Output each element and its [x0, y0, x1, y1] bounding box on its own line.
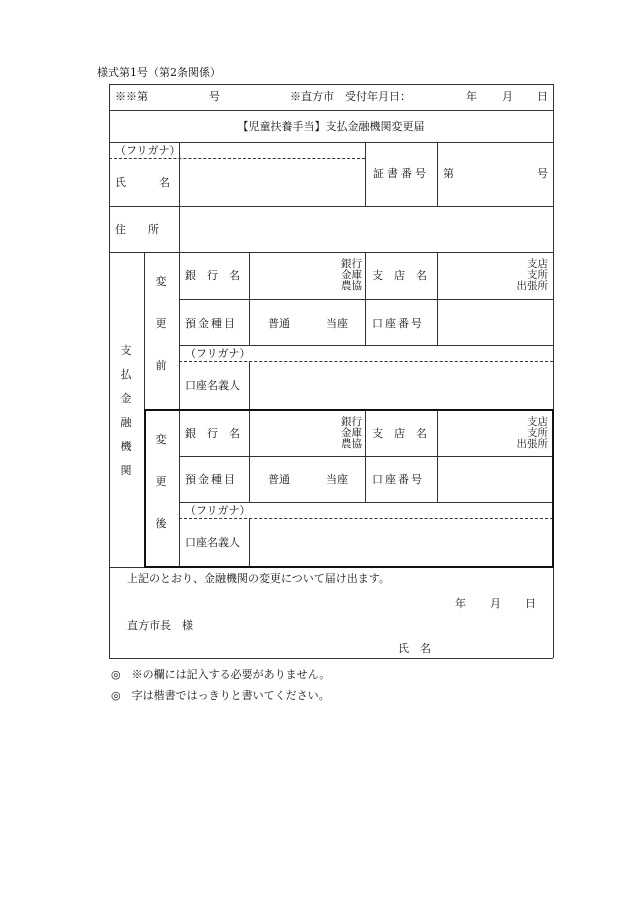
after-deposit-label: 預金種目	[185, 473, 237, 486]
office-number-input[interactable]	[155, 88, 205, 106]
addressee: 直方市長 様	[127, 619, 193, 632]
after-change-label	[154, 434, 168, 560]
before-deposit-label: 預金種目	[185, 317, 237, 330]
office-number-unit: 号	[209, 90, 220, 103]
institution-char-4: 機	[120, 440, 132, 453]
address-label: 住 所	[115, 223, 159, 236]
office-mark: ※※第	[115, 90, 148, 103]
after-bank-type-1: 金庫	[341, 427, 362, 439]
before-deposit-ordinary[interactable]: 普通	[268, 317, 290, 330]
after-bank-name-label: 銀 行 名	[185, 427, 240, 440]
before-change-label	[154, 276, 168, 402]
before-bank-type-1: 金庫	[341, 269, 362, 281]
before-branch-types	[480, 259, 548, 292]
after-bank-type-0: 銀行	[341, 416, 362, 428]
before-deposit-current[interactable]: 当座	[326, 317, 348, 330]
received-day-label: 日	[537, 90, 548, 103]
before-account-number-label: 口座番号	[372, 317, 424, 330]
name-input[interactable]	[183, 162, 361, 204]
before-char-1: 更	[155, 317, 167, 330]
furigana-label: （フリガナ）	[115, 144, 181, 157]
name-label: 氏 名	[115, 176, 170, 189]
signature-label: 氏 名	[398, 642, 431, 655]
payment-institution-label	[119, 345, 133, 489]
institution-char-0: 支	[120, 344, 132, 357]
before-furigana-label: （フリガナ）	[185, 347, 251, 360]
cert-number-input[interactable]	[458, 162, 534, 184]
note-item: ◎ ※の欄には記入する必要がありません。	[111, 668, 331, 681]
cert-suffix: 号	[537, 167, 548, 180]
declaration-text: 上記のとおり、金融機関の変更について届け出ます。	[127, 572, 390, 585]
after-account-number-label: 口座番号	[372, 473, 424, 486]
after-branch-type-2: 出張所	[516, 438, 548, 450]
after-holder-furigana-input[interactable]	[253, 504, 549, 517]
institution-char-2: 金	[120, 392, 132, 405]
before-bank-types	[300, 259, 362, 292]
before-branch-type-0: 支店	[527, 258, 548, 270]
before-holder-furigana-input[interactable]	[253, 347, 549, 360]
before-char-0: 変	[155, 275, 167, 288]
declaration-month-label: 月	[490, 597, 501, 610]
after-holder-label: 口座名義人	[185, 536, 240, 549]
received-year-label: 年	[466, 90, 477, 103]
before-branch-type-1: 支所	[527, 269, 548, 281]
before-bank-type-2: 農協	[341, 280, 362, 292]
form-title: 【児童扶養手当】支払金融機関変更届	[237, 120, 425, 133]
before-char-2: 前	[155, 359, 167, 372]
before-bank-name-label: 銀 行 名	[185, 269, 240, 282]
cert-prefix: 第	[443, 167, 454, 180]
before-branch-type-2: 出張所	[516, 280, 548, 292]
received-month-label: 月	[502, 90, 513, 103]
before-holder-input[interactable]	[253, 365, 549, 407]
after-char-1: 更	[155, 475, 167, 488]
form-code: 様式第1号（第2条関係）	[97, 66, 221, 79]
after-deposit-ordinary[interactable]: 普通	[268, 473, 290, 486]
institution-char-3: 融	[120, 416, 132, 429]
after-branch-label: 支 店 名	[372, 427, 427, 440]
cert-number-label: 証書番号	[373, 167, 429, 180]
note-item: ◎ 字は楷書ではっきりと書いてください。	[111, 689, 330, 702]
signature-input[interactable]	[440, 638, 548, 656]
after-char-2: 後	[155, 517, 167, 530]
declaration-day-label: 日	[525, 597, 536, 610]
before-bank-type-0: 銀行	[341, 258, 362, 270]
address-input[interactable]	[183, 210, 549, 248]
before-holder-label: 口座名義人	[185, 379, 240, 392]
after-deposit-current[interactable]: 当座	[326, 473, 348, 486]
after-branch-type-1: 支所	[527, 427, 548, 439]
received-date-label: ※直方市 受付年月日：	[290, 90, 411, 103]
institution-char-1: 払	[120, 368, 132, 381]
after-branch-type-0: 支店	[527, 416, 548, 428]
after-holder-input[interactable]	[253, 522, 549, 564]
before-account-number-input[interactable]	[441, 303, 549, 341]
declaration-year-label: 年	[455, 597, 466, 610]
name-furigana-input[interactable]	[183, 144, 361, 157]
after-bank-type-2: 農協	[341, 438, 362, 450]
institution-char-5: 関	[120, 464, 132, 477]
after-char-0: 変	[155, 433, 167, 446]
after-branch-types	[480, 417, 548, 450]
after-bank-types	[300, 417, 362, 450]
after-account-number-input[interactable]	[441, 460, 549, 498]
after-furigana-label: （フリガナ）	[185, 504, 251, 517]
before-branch-label: 支 店 名	[372, 269, 427, 282]
